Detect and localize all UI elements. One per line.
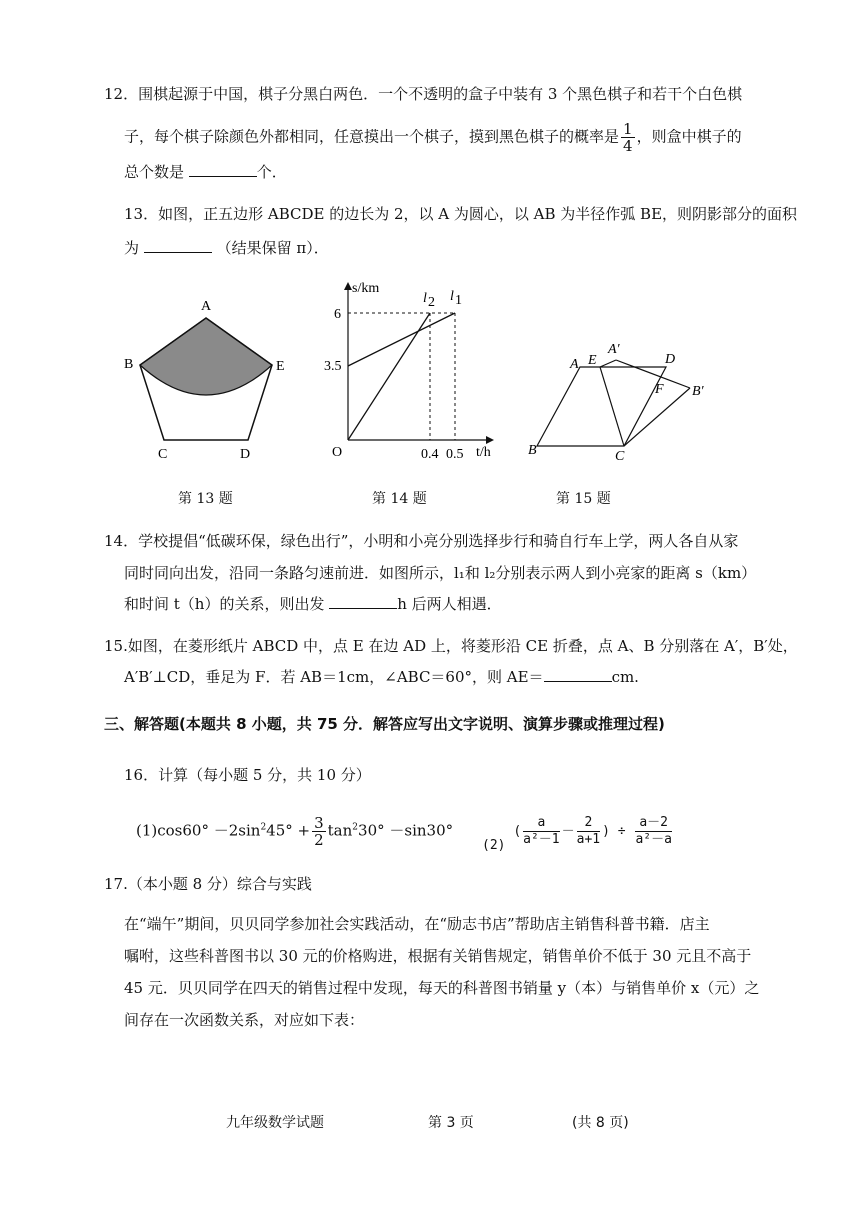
label-l2-sub: 2 <box>428 295 435 310</box>
y-axis-label: s/km <box>352 281 380 296</box>
label-l1-sub: 1 <box>455 293 462 308</box>
q12-line3 <box>124 162 287 182</box>
q12-line3-text: 总个数是 <box>124 163 185 181</box>
label-D: D <box>665 352 676 367</box>
q16-p1-d: 30° －sin30° <box>358 821 454 840</box>
q16-p1-sup: 2 <box>260 822 267 833</box>
footer-total: (共 8 页) <box>572 1115 629 1131</box>
q14-answer-blank[interactable] <box>329 594 397 609</box>
q16-title: 16．计算（每小题 5 分，共 10 分） <box>124 766 371 784</box>
line-l2 <box>348 313 430 440</box>
label-F: F <box>655 382 664 397</box>
q17-title: 17.（本小题 8 分）综合与实践 <box>104 875 312 893</box>
q12-line2-text: 子，每个棋子除颜色外都相同，任意摸出一个棋子，摸到黑色棋子的概率是 <box>124 127 620 146</box>
label-E: E <box>588 353 597 368</box>
q16-p2-frac3 <box>635 815 671 848</box>
label-A: A <box>570 357 579 372</box>
q16-p1-num: 3 <box>314 814 324 832</box>
q12-line2-tail: ，则盒中棋子的 <box>636 127 742 146</box>
q12-answer-blank[interactable] <box>189 162 257 177</box>
q15-line2-tail: cm. <box>611 668 639 686</box>
label-l1: l <box>450 289 454 304</box>
q13-line2 <box>124 238 329 258</box>
q12-line1: 12．围棋起源于中国，棋子分黑白两色．一个不透明的盒子中装有 3 个黑色棋子和若干个白色棋 <box>104 85 743 103</box>
label-l2: l <box>423 291 427 306</box>
q16-p2-n1: a <box>523 815 559 832</box>
q12-probability-fraction <box>621 121 635 154</box>
q16-p2-lparen: ( <box>513 824 522 839</box>
q16-part1 <box>136 815 453 848</box>
footer-title: 九年级数学试题 <box>226 1115 324 1131</box>
label-A-prime: A′ <box>608 342 620 357</box>
q14-line3-text: 和时间 t（h）的关系，则出发 <box>124 595 325 613</box>
q16-p2-rparen: ) <box>602 824 610 839</box>
q13-answer-blank[interactable] <box>144 238 212 253</box>
seg-EA' <box>600 360 616 367</box>
q16-p1-a: (1)cos60° －2sin <box>136 821 261 840</box>
q16-p2-n2: 2 <box>577 815 600 832</box>
figure-13-pentagon <box>110 290 310 470</box>
tick-x-0.4: 0.4 <box>421 447 439 462</box>
caption-15: 第 15 题 <box>556 491 611 507</box>
tick-x-0.5: 0.5 <box>446 447 464 462</box>
q15-line2 <box>124 667 639 687</box>
q17-para-line2: 嘱咐，这些科普图书以 30 元的价格购进，根据有关销售规定，销售单价不低于 30 元且不高于 <box>124 947 752 965</box>
q16-p2-d2: a+1 <box>576 832 601 847</box>
q16-p2-n3: a－2 <box>635 815 671 832</box>
x-axis-arrow <box>486 436 494 444</box>
fold-line-CE <box>600 367 624 446</box>
label-A: A <box>201 299 212 314</box>
q15-line1: 15.如图，在菱形纸片 ABCD 中，点 E 在边 AD 上，将菱形沿 CE 折叠，点 A、B 分别落在 A′，B′处， <box>104 637 798 655</box>
q16-p2-divide: ÷ <box>617 824 626 839</box>
tick-y-3.5: 3.5 <box>324 359 342 374</box>
q12-line3-tail: 个． <box>256 163 287 181</box>
q16-p1-b: 45° + <box>266 821 311 840</box>
q15-answer-blank[interactable] <box>544 667 612 682</box>
tick-y-6: 6 <box>334 307 341 322</box>
q15-line2-text: A′B′⊥CD，垂足为 F．若 AB＝1cm，∠ABC＝60°，则 AE＝ <box>124 668 544 686</box>
q16-p1-fraction <box>312 815 326 848</box>
q13-line2-text: 为 <box>124 239 140 257</box>
q16-p1-den: 2 <box>314 831 324 849</box>
label-E: E <box>276 359 285 374</box>
label-D: D <box>240 447 251 462</box>
caption-13: 第 13 题 <box>178 491 233 507</box>
shaded-sector <box>140 318 272 395</box>
q12-frac-den: 4 <box>623 137 633 155</box>
figure-14-graph <box>318 278 508 468</box>
label-B: B <box>124 357 134 372</box>
q16-p2-frac2 <box>577 815 600 848</box>
q17-para-line1: 在“端午”期间，贝贝同学参加社会实践活动，在“励志书店”帮助店主销售科普书籍．店主 <box>124 915 710 933</box>
label-B: B <box>528 443 537 458</box>
q17-para-line3: 45 元．贝贝同学在四天的销售过程中发现，每天的科普图书销量 y（本）与销售单价 x（元）之 <box>124 979 760 997</box>
q16-p2-frac1 <box>523 815 559 848</box>
figure-15-rhombus <box>520 330 730 470</box>
rhombus-ABCD <box>537 367 666 446</box>
q16-p1-c: tan <box>327 821 353 840</box>
q12-frac-num: 1 <box>623 120 633 138</box>
q16-p1-sup2: 2 <box>352 822 359 833</box>
q14-line3-tail: h 后两人相遇． <box>397 595 502 613</box>
q13-line1: 13．如图，正五边形 ABCDE 的边长为 2，以 A 为圆心，以 AB 为半径作弧 BE，则阴影部分的面积 <box>124 205 798 223</box>
label-C: C <box>615 449 625 464</box>
q16-p2-d3: a²－a <box>635 832 672 847</box>
q16-p2-d1: a²－1 <box>523 832 560 847</box>
y-axis-arrow <box>344 282 352 290</box>
seg-A'B' <box>616 360 690 388</box>
q17-para-line4: 间存在一次函数关系，对应如下表： <box>124 1011 365 1029</box>
q14-line1: 14．学校提倡“低碳环保，绿色出行”，小明和小亮分别选择步行和骑自行车上学，两人各自从家 <box>104 532 739 550</box>
q16-p2-label: (2) <box>482 838 506 853</box>
origin-label: O <box>332 445 343 460</box>
section-3-heading: 三、解答题(本题共 8 小题，共 75 分．解答应写出文字说明、演算步骤或推理过程) <box>104 715 665 733</box>
q16-p2-minus: － <box>561 824 575 839</box>
q14-line2: 同时同向出发，沿同一条路匀速前进．如图所示，l₁和 l₂分别表示两人到小亮家的距离 s（km） <box>124 564 757 582</box>
x-axis-label: t/h <box>476 445 491 460</box>
label-C: C <box>158 447 168 462</box>
q16-part2 <box>482 815 674 856</box>
q13-line2-tail: （结果保留 π）． <box>216 239 329 257</box>
caption-14: 第 14 题 <box>372 491 427 507</box>
q12-line2 <box>124 121 742 154</box>
label-B-prime: B′ <box>692 384 704 399</box>
footer-page: 第 3 页 <box>428 1115 474 1131</box>
q14-line3 <box>124 594 502 614</box>
